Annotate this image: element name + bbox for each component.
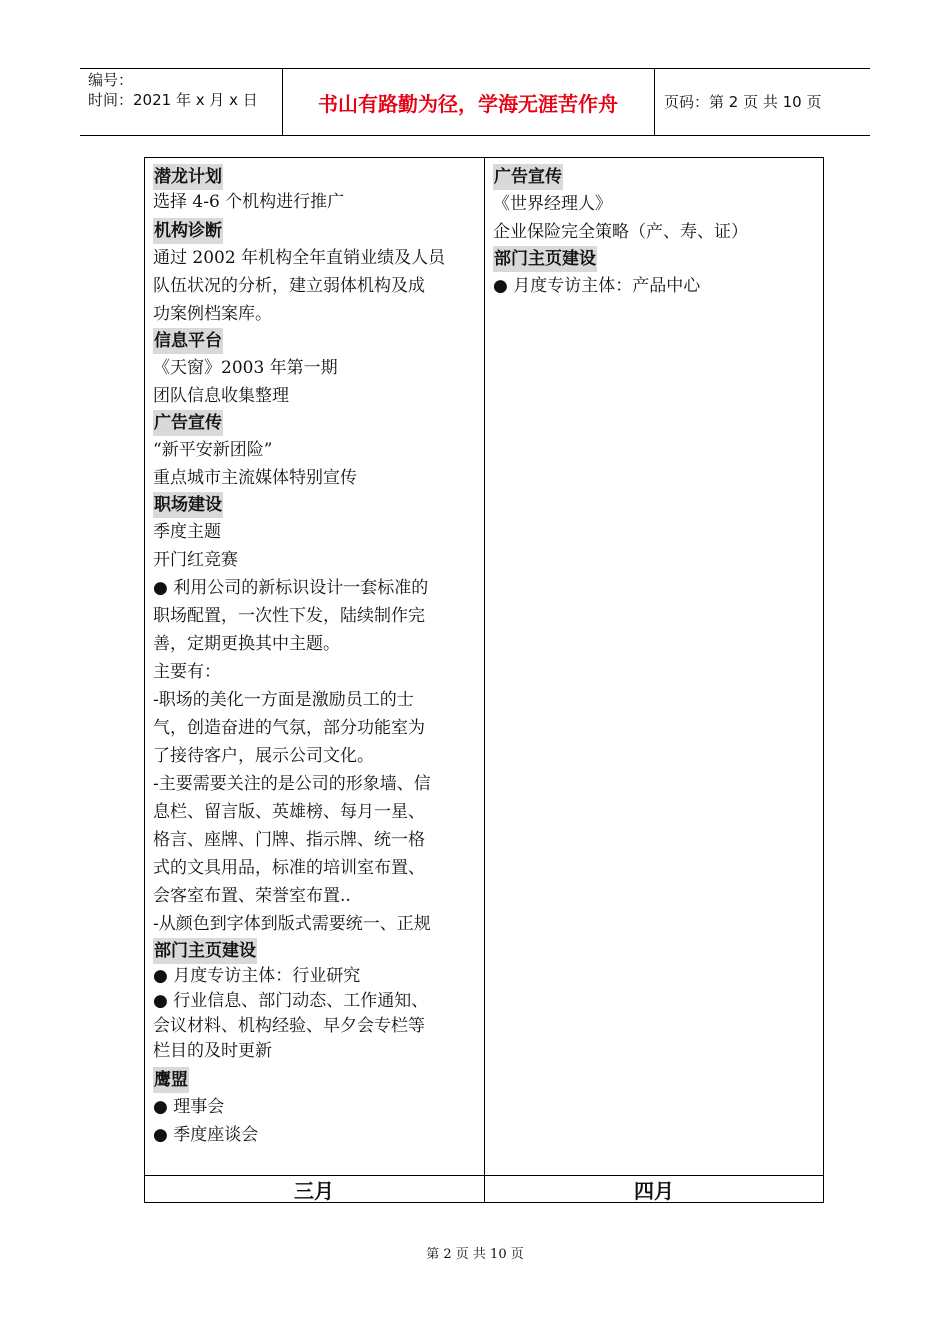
text-line: 开门红竞赛 (153, 550, 238, 570)
text-line: 栏目的及时更新 (153, 1041, 272, 1061)
bullet-line: ● 季度座谈会 (153, 1125, 259, 1145)
month-label-april: 四月 (634, 1179, 674, 1203)
bullet-line: ● 月度专访主体：行业研究 (153, 966, 361, 986)
plan-table-column-divider (484, 157, 485, 1203)
time-label: 时间：2021 年 x 月 x 日 (88, 91, 258, 109)
text-line: 通过 2002 年机构全年直销业绩及人员 (153, 248, 446, 268)
text-line: 《世界经理人》 (493, 194, 612, 214)
section-heading: 部门主页建设 (493, 246, 597, 272)
section-heading: 部门主页建设 (153, 938, 257, 964)
section-heading: 潜龙计划 (153, 164, 223, 190)
text-line: 气，创造奋进的气氛，部分功能室为 (153, 718, 425, 738)
text-line: -主要需要关注的是公司的形象墙、信 (153, 774, 431, 794)
header-divider-2 (654, 68, 655, 135)
text-line: 选择 4-6 个机构进行推广 (153, 192, 345, 212)
plan-table-row-divider (144, 1175, 824, 1176)
text-line: 团队信息收集整理 (153, 386, 289, 406)
text-line: 息栏、留言版、英雄榜、每月一星、 (153, 802, 425, 822)
header-page-label: 页码：第 2 页 共 10 页 (664, 93, 822, 111)
text-line: 会客室布置、荣誉室布置.. (153, 886, 351, 906)
section-heading: 鹰盟 (153, 1067, 189, 1093)
section-heading: 机构诊断 (153, 218, 223, 244)
text-line: 格言、座牌、门牌、指示牌、统一格 (153, 830, 425, 850)
text-line: 重点城市主流媒体特别宣传 (153, 468, 357, 488)
header-top-rule (80, 68, 870, 69)
section-heading: 信息平台 (153, 328, 223, 354)
header-motto: 书山有路勤为径，学海无涯苦作舟 (318, 92, 618, 116)
text-line: 《天窗》2003 年第一期 (153, 358, 338, 378)
text-line: -职场的美化一方面是激励员工的士 (153, 690, 414, 710)
april-cell (493, 164, 821, 300)
header-bottom-rule (80, 135, 870, 136)
text-line: 善，定期更换其中主题。 (153, 634, 340, 654)
text-line: 职场配置，一次性下发，陆续制作完 (153, 606, 425, 626)
text-line: 会议材料、机构经验、早夕会专栏等 (153, 1016, 425, 1036)
text-line: 功案例档案库。 (153, 304, 272, 324)
month-label-march: 三月 (294, 1179, 334, 1203)
text-line: 主要有： (153, 662, 221, 682)
header-meta (88, 70, 258, 110)
section-heading: 广告宣传 (493, 164, 563, 190)
bullet-line: ● 月度专访主体：产品中心 (493, 276, 701, 296)
text-line: 了接待客户，展示公司文化。 (153, 746, 374, 766)
text-line: -从颜色到字体到版式需要统一、正规 (153, 914, 431, 934)
section-heading: 职场建设 (153, 492, 223, 518)
text-line: “新平安新团险” (153, 440, 273, 460)
bullet-line: ● 利用公司的新标识设计一套标准的 (153, 578, 429, 598)
text-line: 队伍状况的分析，建立弱体机构及成 (153, 276, 425, 296)
text-line: 企业保险完全策略（产、寿、证） (493, 222, 748, 242)
march-cell (153, 164, 481, 1149)
number-label: 编号： (88, 71, 134, 89)
bullet-line: ● 理事会 (153, 1097, 225, 1117)
bullet-line: ● 行业信息、部门动态、工作通知、 (153, 991, 429, 1011)
section-heading: 广告宣传 (153, 410, 223, 436)
text-line: 季度主题 (153, 522, 221, 542)
text-line: 式的文具用品，标准的培训室布置、 (153, 858, 425, 878)
page-footer: 第 2 页 共 10 页 (426, 1247, 524, 1262)
